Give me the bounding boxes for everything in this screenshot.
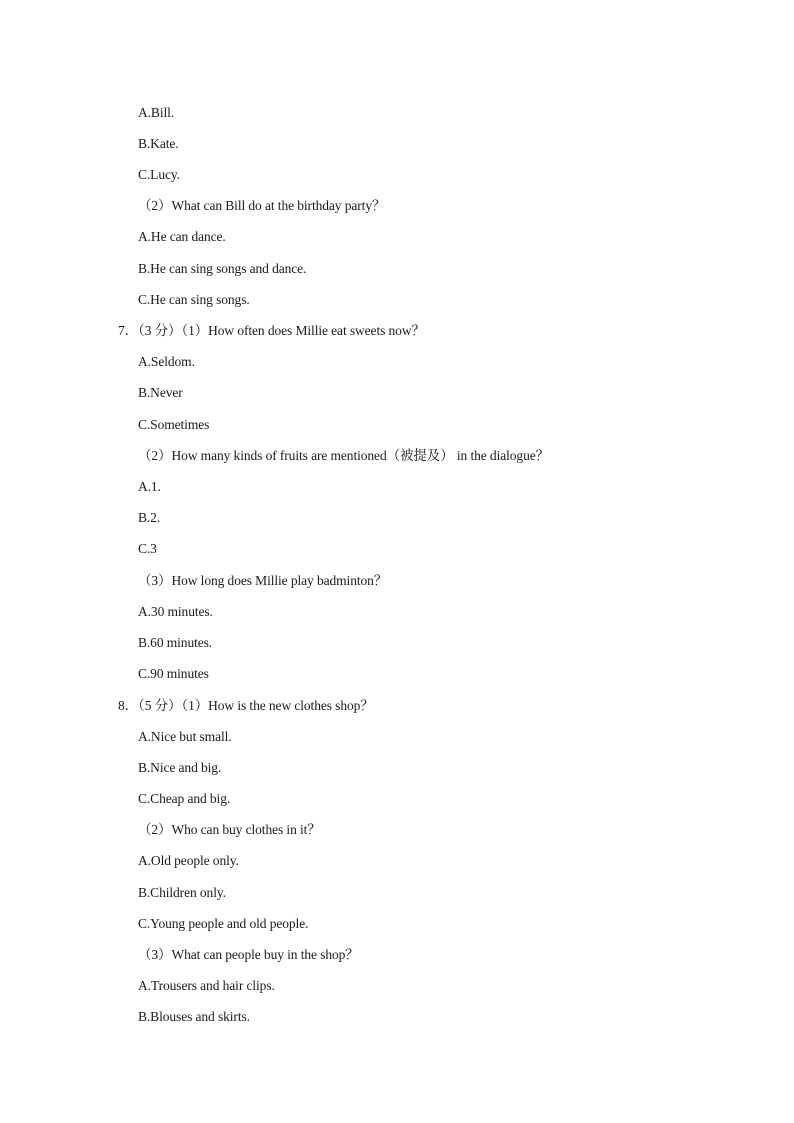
subquestion-8-3: （3）What can people buy in the shop？ <box>138 947 359 962</box>
option-b: B.Never <box>138 385 183 400</box>
option-b-kate: B.Kate. <box>138 136 179 151</box>
option-a: A.Seldom. <box>138 354 195 369</box>
subquestion-7-2: （2）How many kinds of fruits are mentioned（被提及） in the dialogue？ <box>138 448 550 463</box>
option-c: C.He can sing songs. <box>138 292 250 307</box>
option-a: A.Old people only. <box>138 853 239 868</box>
option-c: C.Cheap and big. <box>138 791 231 806</box>
option-b: B.Children only. <box>138 885 226 900</box>
subquestion-6-2: （2）What can Bill do at the birthday party？ <box>138 198 386 213</box>
option-c: C.90 minutes <box>138 666 209 681</box>
option-a-bill: A.Bill. <box>138 105 175 120</box>
option-b: B.Blouses and skirts. <box>138 1009 250 1024</box>
option-a: A.Trousers and hair clips. <box>138 978 275 993</box>
option-a: A.30 minutes. <box>138 604 213 619</box>
subquestion-8-2: （2）Who can buy clothes in it？ <box>138 822 321 837</box>
option-c: C.Sometimes <box>138 417 210 432</box>
option-b: B.He can sing songs and dance. <box>138 261 307 276</box>
subquestion-7-3: （3）How long does Millie play badminton？ <box>138 573 388 588</box>
option-c-lucy: C.Lucy. <box>138 167 180 182</box>
option-b: B.60 minutes. <box>138 635 213 650</box>
question-8: 8．（5 分）（1）How is the new clothes shop？ <box>118 698 374 713</box>
option-a: A.He can dance. <box>138 229 226 244</box>
question-7: 7．（3 分）（1）How often does Millie eat sweets now？ <box>118 323 425 338</box>
option-c: C.3 <box>138 541 157 556</box>
option-a: A.1. <box>138 479 161 494</box>
option-b: B.2. <box>138 510 161 525</box>
option-b: B.Nice and big. <box>138 760 222 775</box>
option-c: C.Young people and old people. <box>138 916 309 931</box>
option-a: A.Nice but small. <box>138 729 232 744</box>
